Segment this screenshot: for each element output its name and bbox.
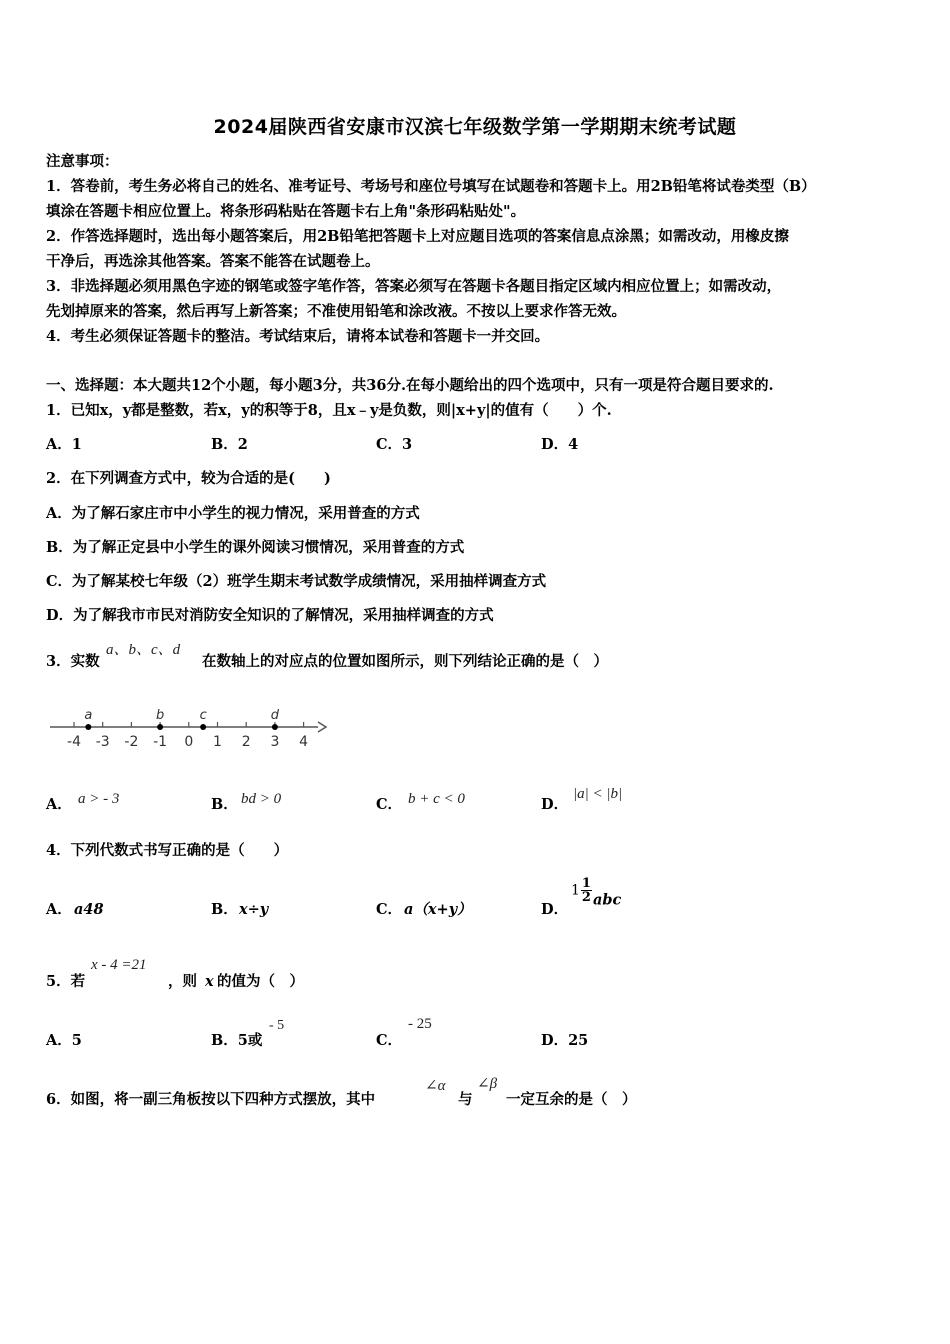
point-d bbox=[272, 724, 278, 730]
q3-option-b-math: bd > 0 bbox=[241, 791, 282, 807]
q5-option-a: A．5 bbox=[46, 1032, 82, 1049]
notice-line: 干净后，再选涂其他答案。答案不能答在试题卷上。 bbox=[46, 253, 380, 270]
q4-option-d-tail: abc bbox=[592, 891, 622, 909]
axis-tick-label: 1 bbox=[213, 734, 222, 750]
q2-option-a: A．为了解石家庄市中小学生的视力情况，采用普查的方式 bbox=[46, 505, 420, 522]
q3-option-a-math: a > - 3 bbox=[78, 791, 120, 807]
axis-arrow bbox=[318, 722, 326, 732]
q5-option-c: C． bbox=[376, 1032, 403, 1049]
notice-line: 2．作答选择题时，选出每小题答案后，用2B铅笔把答题卡上对应题目选项的答案信息点涂黑；如需改动，用橡皮擦 bbox=[46, 228, 789, 245]
q4-option-d-den: 2 bbox=[581, 890, 591, 905]
axis-tick-label: 4 bbox=[299, 734, 309, 750]
axis-tick-label: -3 bbox=[95, 734, 110, 750]
q4-option-a-letter: A． bbox=[46, 901, 72, 918]
q3-variables: a、b、c、d bbox=[106, 642, 181, 658]
q3-option-d-math: |a| < |b| bbox=[573, 786, 623, 802]
q6-alpha: ∠α bbox=[425, 1078, 446, 1094]
q2-option-b: B．为了解正定县中小学生的课外阅读习惯情况，采用普查的方式 bbox=[46, 539, 465, 556]
q5-equation: x - 4 =21 bbox=[91, 957, 147, 973]
q4-option-d-math bbox=[571, 877, 621, 909]
q5-option-d: D．25 bbox=[541, 1032, 589, 1049]
point-a bbox=[85, 724, 91, 730]
q4-option-c-paren: （x+y） bbox=[413, 901, 472, 918]
q5-option-b: B．5或 bbox=[211, 1032, 263, 1049]
axis-tick-label: -1 bbox=[153, 734, 168, 750]
q5-option-b-math: - 5 bbox=[269, 1018, 285, 1033]
q6-beta: ∠β bbox=[477, 1076, 498, 1092]
q4-option-d-whole: 1 bbox=[571, 882, 580, 899]
q3-option-c-math: b + c < 0 bbox=[408, 791, 465, 807]
point-c bbox=[200, 724, 206, 730]
q3-option-a-letter: A． bbox=[46, 796, 72, 813]
question-3-suffix: 在数轴上的对应点的位置如图所示，则下列结论正确的是（ ） bbox=[202, 653, 608, 670]
q4-option-b-letter: B． bbox=[211, 901, 238, 918]
q4-option-c-text bbox=[404, 900, 472, 920]
notice-line: 填涂在答题卡相应位置上。将条形码粘贴在答题卡右上角"条形码粘贴处"。 bbox=[46, 203, 526, 220]
q1-option-a: A．1 bbox=[46, 436, 82, 453]
q4-option-b-text: x÷y bbox=[239, 901, 269, 918]
point-label-a: a bbox=[84, 708, 93, 723]
question-2-stem: 2．在下列调查方式中，较为合适的是( ) bbox=[46, 470, 331, 487]
q4-option-c-letter: C． bbox=[376, 901, 403, 918]
question-6-suffix: 一定互余的是（ ） bbox=[506, 1091, 637, 1108]
point-b bbox=[157, 724, 163, 730]
q4-option-d-letter: D． bbox=[541, 901, 569, 918]
number-line-figure bbox=[46, 700, 336, 752]
notice-line: 1．答卷前，考生务必将自己的姓名、准考证号、考场号和座位号填写在试题卷和答题卡上。用2B铅笔将试卷类型（B） bbox=[46, 178, 816, 195]
question-5-mid: ，则 bbox=[168, 973, 197, 990]
q1-option-b: B．2 bbox=[211, 436, 248, 453]
question-1-stem: 1．已知x，y都是整数，若x，y的积等于8，且x﹣y是负数，则|x+y|的值有（ ）个. bbox=[46, 402, 612, 419]
point-label-c: c bbox=[199, 708, 207, 723]
axis-tick-label: 0 bbox=[184, 734, 194, 750]
q2-option-d: D．为了解我市市民对消防安全知识的了解情况，采用抽样调查的方式 bbox=[46, 607, 494, 624]
question-5-end: 的值为（ ） bbox=[217, 973, 304, 990]
notice-line: 3．非选择题必须用黑色字迹的钢笔或签字笔作答，答案必须写在答题卡各题目指定区域内相应位置上；如需改动， bbox=[46, 278, 782, 295]
question-6-mid: 与 bbox=[458, 1091, 473, 1108]
section-heading: 一、选择题：本大题共12个小题，每小题3分，共36分.在每小题给出的四个选项中，只有一项是符合题目要求的. bbox=[46, 377, 774, 394]
q2-option-c: C．为了解某校七年级（2）班学生期末考试数学成绩情况，采用抽样调查方式 bbox=[46, 573, 547, 590]
q4-option-d-num: 1 bbox=[581, 876, 591, 891]
notice-line: 先划掉原来的答案，然后再写上新答案；不准使用铅笔和涂改液。不按以上要求作答无效。 bbox=[46, 303, 626, 320]
point-label-d: d bbox=[270, 708, 280, 723]
page-title: 2024届陕西省安康市汉滨七年级数学第一学期期末统考试题 bbox=[213, 116, 737, 138]
q4-option-c-coef: a bbox=[404, 901, 414, 918]
q5-option-c-math: - 25 bbox=[408, 1016, 432, 1032]
point-label-b: b bbox=[155, 708, 165, 723]
question-5-prefix: 5．若 bbox=[46, 973, 86, 990]
q1-option-c: C．3 bbox=[376, 436, 413, 453]
notice-heading: 注意事项： bbox=[46, 153, 119, 170]
question-6-prefix: 6．如图，将一副三角板按以下四种方式摆放，其中 bbox=[46, 1091, 376, 1108]
question-3-prefix: 3．实数 bbox=[46, 653, 100, 670]
q3-option-b-letter: B． bbox=[211, 796, 238, 813]
axis-tick-label: 3 bbox=[270, 734, 280, 750]
q3-option-c-letter: C． bbox=[376, 796, 403, 813]
notice-line: 4．考生必须保证答题卡的整洁。考试结束后，请将本试卷和答题卡一并交回。 bbox=[46, 328, 550, 345]
axis-tick-label: 2 bbox=[241, 734, 251, 750]
q4-option-a-text: a48 bbox=[74, 901, 104, 918]
axis-tick-label: -4 bbox=[67, 734, 81, 750]
q1-option-d: D．4 bbox=[541, 436, 579, 453]
q3-option-d-letter: D． bbox=[541, 796, 569, 813]
axis-tick-label: -2 bbox=[124, 734, 139, 750]
question-4-stem: 4．下列代数式书写正确的是（ ） bbox=[46, 842, 289, 859]
question-5-var: x bbox=[205, 973, 214, 990]
q4-option-d-fraction bbox=[581, 877, 592, 904]
